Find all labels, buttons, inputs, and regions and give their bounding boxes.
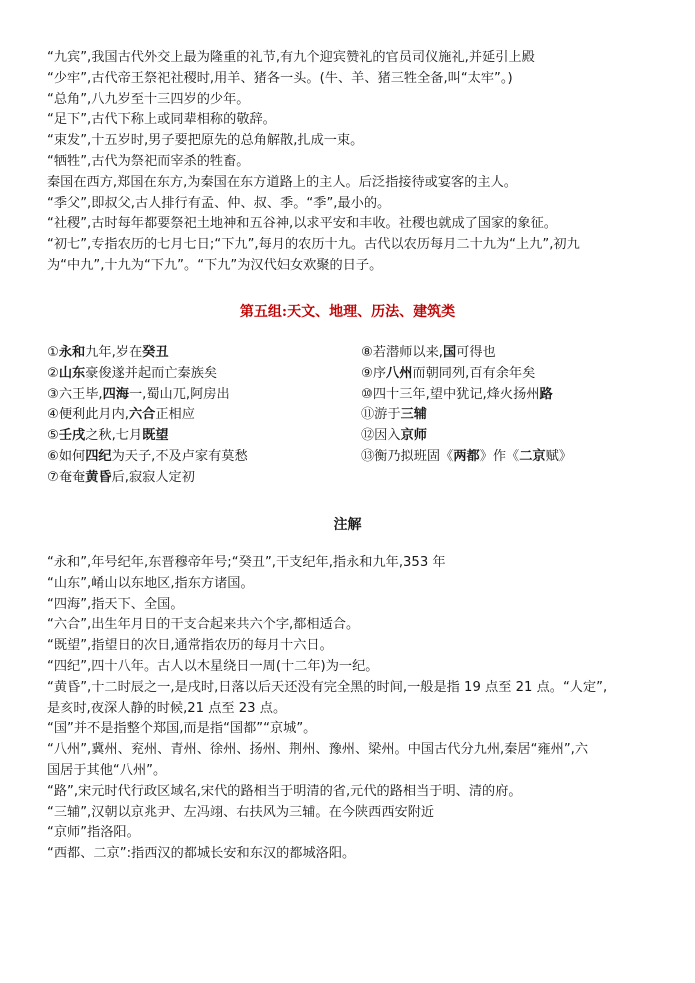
example-text: ④便利此月内, [47,407,129,423]
definition-line: 为“中九”,十九为“下九”。“下九”为汉代妇女欢聚的日子。 [47,257,383,273]
keyword-highlight: 二京 [519,448,546,464]
example-left [47,426,169,447]
keyword-highlight: 既望 [142,428,169,444]
example-text: ⑦奄奄 [47,469,86,485]
note-line: “四纪”,四十八年。古人以木星绕日一周(十二年)为一纪。 [47,658,379,674]
example-text: ⑬衡乃拟班固《 [361,448,454,464]
definition-line: “总角”,八九岁至十三四岁的少年。 [47,91,250,107]
note-line: “永和”,年号纪年,东晋穆帝年号;“癸丑”,干支纪年,指永和九年,353 年 [47,555,446,570]
example-right [361,343,496,364]
example-right [361,364,535,385]
example-row [47,364,657,385]
section-title: 第五组:天文、地理、历法、建筑类 [239,304,456,320]
example-text: 一,蜀山兀,阿房出 [128,386,230,402]
keyword-highlight: 两都 [453,448,480,464]
keyword-highlight: 山东 [58,365,86,381]
keyword-highlight: 癸丑 [142,345,169,360]
example-text: ⑫因入 [361,428,401,444]
definition-line: “九宾”,我国古代外交上最为隆重的礼节,有九个迎宾赞礼的官员司仪施礼,并延引上殿 [47,50,535,65]
example-left [47,385,230,406]
definition-line: “束发”,十五岁时,男子要把原先的总角解散,扎成一束。 [47,133,364,149]
definition-line: “季父”,即叔父,古人排行有孟、仲、叔、季。“季”,最小的。 [47,195,391,211]
example-right [361,405,427,426]
example-text: ⑧若潜师以来, [361,345,443,360]
note-line: “八州”,冀州、兖州、青州、徐州、扬州、荆州、豫州、梁州。中国古代分九州,秦居“雍州”,六 [47,742,589,758]
example-text: 豪俊遂并起而亡秦族矣 [85,365,218,381]
example-text: ⑨序 [361,365,387,381]
keyword-highlight: 四纪 [85,448,112,464]
keyword-highlight: 路 [539,386,553,402]
note-line: “四海”,指天下、全国。 [47,596,184,612]
example-left [47,343,169,364]
example-row [47,426,657,447]
note-line: 是亥时,夜深人静的时候,21 点至 23 点。 [47,700,287,716]
example-left [47,405,195,426]
example-text: 赋》 [545,448,572,464]
example-text: 而朝同列,百有余年矣 [412,365,536,381]
example-text: 为天子,不及卢家有莫愁 [111,448,248,464]
example-text: 之秋,七月 [85,428,143,444]
note-line: “黄昏”,十二时辰之一,是戌时,日落以后天还没有完全黑的时间,一般是指 19 点至 21 点。“人定”, [47,679,608,695]
example-text: ⑥如何 [47,448,86,464]
keyword-highlight: 八州 [386,365,413,381]
definition-line: “足下”,古代下称上或同辈相称的敬辞。 [47,112,276,128]
definition-line: “少牢”,古代帝王祭祀社稷时,用羊、猪各一头。(牛、羊、猪三牲全备,叫“太牢”。) [47,70,513,86]
definition-line: “牺牲”,古代为祭祀而宰杀的牲畜。 [47,153,250,169]
example-text: 可得也 [456,345,496,360]
keyword-highlight: 黄昏 [85,469,112,485]
example-text: ⑪游于 [361,407,401,423]
note-line: “六合”,出生年月日的干支合起来共六个字,都相适合。 [47,617,360,633]
note-line: 国居于其他“八州”。 [47,762,167,778]
example-text: 》作《 [479,448,520,464]
keyword-highlight: 四海 [102,386,129,402]
example-sentences [47,343,657,489]
example-text: ⑤ [47,428,59,444]
example-text: ③六王毕, [47,386,103,402]
example-left [47,447,248,468]
keyword-highlight: 三辅 [400,407,427,423]
keyword-highlight: 国 [442,345,457,360]
note-line: “既望”,指望日的次日,通常指农历的每月十六日。 [47,638,333,654]
example-text: ② [47,365,59,381]
example-row [47,405,657,426]
example-right [361,385,553,406]
keyword-highlight: 京师 [400,428,427,444]
example-text: 后,寂寂人定初 [111,469,195,485]
definition-line: “初七”,专指农历的七月七日;“下九”,每月的农历十九。古代以农历每月二十九为“上九”,初九 [47,237,580,253]
example-row [47,385,657,406]
note-line: “山东”,崤山以东地区,指东方诸国。 [47,575,254,591]
example-text: ⑩四十三年,望中犹记,烽火扬州 [361,386,540,402]
note-line: “路”,宋元时代行政区域名,宋代的路相当于明清的省,元代的路相当于明、清的府。 [47,783,522,799]
example-row [47,468,657,489]
definition-line: 秦国在西方,郑国在东方,为秦国在东方道路上的主人。后泛指接待或宴客的主人。 [47,174,517,190]
example-row [47,447,657,468]
definition-line: “社稷”,古时每年都要祭祀土地神和五谷神,以求平安和丰收。社稷也就成了国家的象征。 [47,216,557,232]
note-line: “三辅”,汉朝以京兆尹、左冯翊、右扶风为三辅。在今陕西西安附近 [47,804,435,820]
notes-list [47,553,657,865]
example-left [47,468,195,489]
note-line: “京师”指洛阳。 [47,825,140,841]
note-line: “国”并不是指整个郑国,而是指“国都”“京城”。 [47,721,317,737]
keyword-highlight: 永和 [58,345,86,360]
example-right [361,426,427,447]
example-text: 九年,岁在 [85,345,143,360]
example-row [47,343,657,364]
example-text: ① [47,345,59,360]
notes-title: 注解 [333,517,362,533]
keyword-highlight: 六合 [128,407,156,423]
example-left [47,364,217,385]
intro-definitions [47,48,657,277]
note-line: “西都、二京”:指西汉的都城长安和东汉的都城洛阳。 [47,846,356,862]
example-text: 正相应 [155,407,195,423]
keyword-highlight: 壬戌 [58,428,86,444]
example-right [361,447,572,468]
